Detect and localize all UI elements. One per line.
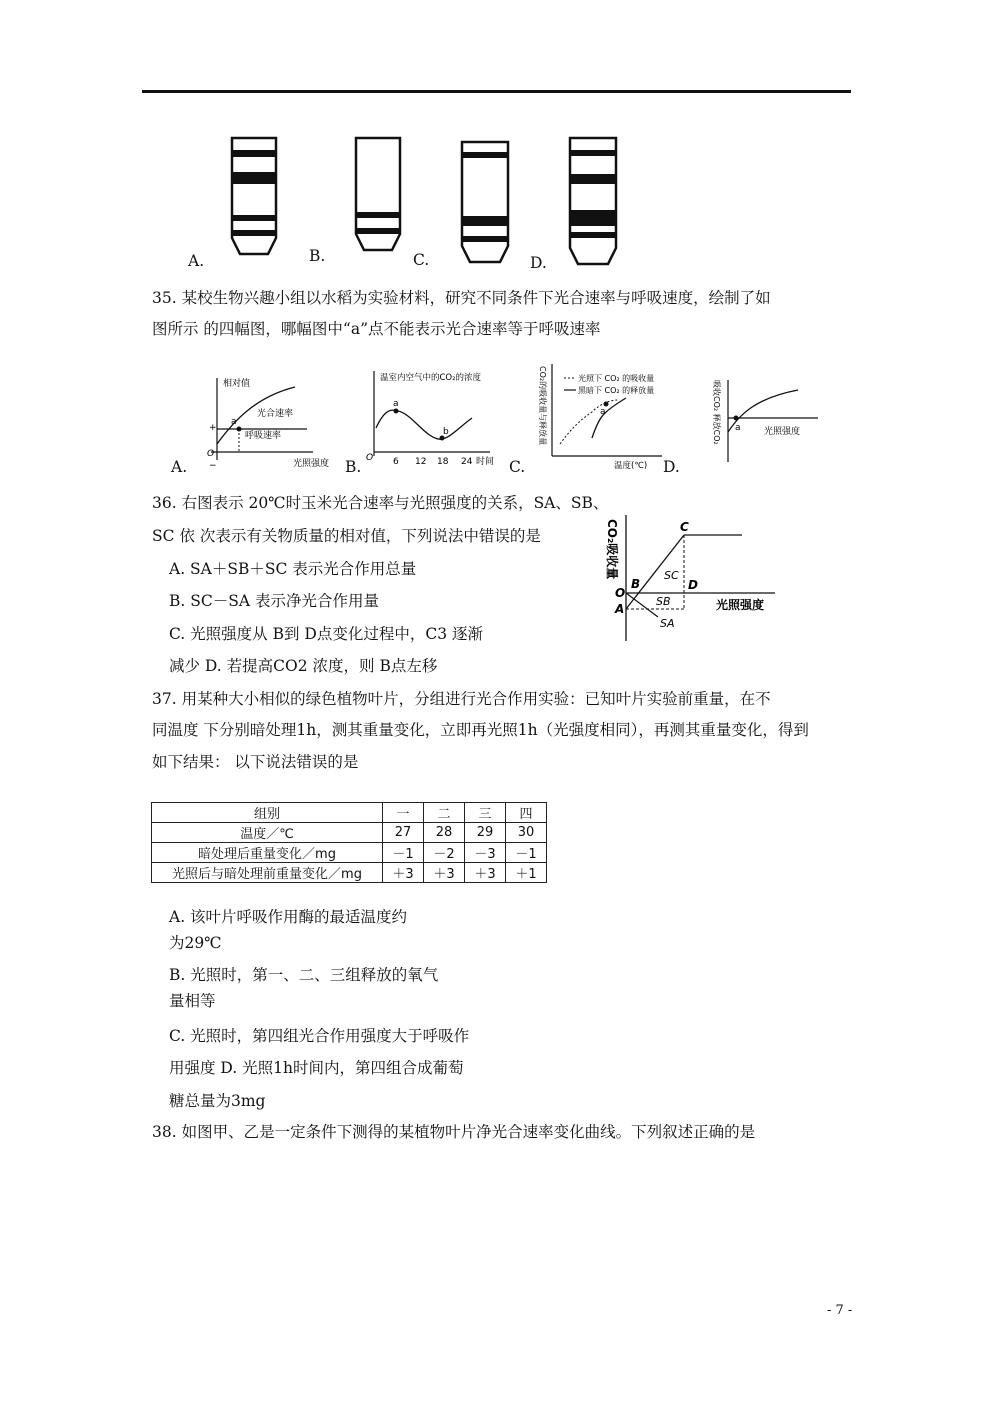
q35c-legend1: 光照下 CO₂ 的吸收量 [578, 374, 655, 383]
q35-graph-c [530, 360, 675, 472]
table-cell: 二 [424, 803, 465, 823]
table-cell: －2 [424, 843, 465, 863]
q37-line1: 37. 用某种大小相似的绿色植物叶片，分组进行光合作用实验：已知叶片实验前重量，在不 [152, 690, 771, 708]
tube-b [356, 138, 400, 250]
q36-option-c-cont: 减少 D. 若提高CO2 浓度，则 B点左移 [169, 657, 438, 675]
q35d-point: a [735, 423, 741, 433]
q35a-ylabel: 相对值 [223, 379, 251, 389]
q36-o: O [615, 586, 626, 600]
table-cell: －3 [465, 843, 506, 863]
q37-option-c: C. 光照时，第四组光合作用强度大于呼吸作 [169, 1027, 470, 1045]
q36-sb: SB [656, 595, 671, 608]
q37-option-b: B. 光照时，第一、二、三组释放的氧气 [169, 966, 439, 984]
q35c-xlabel: 温度(℃) [614, 461, 648, 471]
q35-label-d: D. [663, 458, 680, 476]
tube-c [462, 142, 508, 262]
table-cell: 三 [465, 803, 506, 823]
table-cell: ＋3 [465, 863, 506, 883]
q35d-xlabel: 光照强度 [764, 427, 801, 437]
tube-d [570, 138, 616, 264]
q35-line2: 图所示 的四幅图，哪幅图中“a”点不能表示光合速率等于呼吸速率 [152, 320, 601, 338]
q38-line1: 38. 如图甲、乙是一定条件下测得的某植物叶片净光合速率变化曲线。下列叙述正确的是 [152, 1123, 756, 1141]
q35b-point-a: a [393, 399, 399, 409]
table-row [152, 843, 547, 863]
table-cell: 29 [465, 823, 506, 843]
page-number: - 7 - [827, 1303, 853, 1318]
q35c-ylabel: CO₂的吸收量与释放量 [538, 366, 547, 446]
q35c-point: a [600, 407, 606, 417]
table-cell: ＋1 [506, 863, 547, 883]
top-rule [142, 90, 851, 93]
q36-option-b: B. SC－SA 表示净光合作用量 [169, 592, 379, 610]
q35-graph-b [362, 366, 507, 472]
table-cell: 一 [383, 803, 424, 823]
q36-graph [600, 505, 785, 645]
q35c-legend2: 黑暗下 CO₂ 的释放量 [578, 386, 655, 395]
q36-d: D [688, 578, 698, 592]
q37-option-b-cont: 量相等 [169, 992, 216, 1010]
q35a-origin: O [207, 449, 215, 459]
table-cell: 组别 [152, 803, 383, 823]
q35-label-b: B. [345, 458, 362, 476]
tube-label-c: C. [413, 251, 430, 269]
table-cell: ＋3 [383, 863, 424, 883]
table-cell: ＋3 [424, 863, 465, 883]
q36-option-c: C. 光照强度从 B到 D点变化过程中，C3 逐渐 [169, 625, 483, 643]
q35b-origin: O [366, 453, 374, 463]
q35-graph-d [708, 374, 828, 470]
table-cell: 30 [506, 823, 547, 843]
q35b-tick-6: 6 [393, 457, 399, 467]
tube-a [232, 138, 276, 254]
q35b-tick-18: 18 [437, 457, 449, 467]
q35a-series2: 呼吸速率 [245, 431, 282, 441]
q35-label-a: A. [171, 458, 188, 476]
q35a-minus: − [209, 461, 217, 471]
q36-line2: SC 依 次表示有关物质量的相对值，下列说法中错误的是 [152, 527, 541, 545]
tube-label-a: A. [188, 252, 205, 270]
table-cell: 28 [424, 823, 465, 843]
q35d-ylabel: 吸收CO₂ 释放CO₂ [712, 380, 721, 445]
table-cell: －1 [506, 843, 547, 863]
q37-line3: 如下结果： 以下说法错误的是 [152, 753, 359, 771]
q35-graph-a [195, 372, 330, 472]
q35a-point: a [231, 417, 237, 427]
q36-ylabel: CO₂吸收量 [605, 519, 619, 580]
q36-xlabel: 光照强度 [716, 598, 765, 612]
q36-c: C [680, 520, 689, 534]
q37-option-d-cont: 糖总量为3mg [169, 1092, 266, 1110]
table-cell: 光照后与暗处理前重量变化／mg [152, 863, 383, 883]
q35a-plus: + [209, 423, 217, 433]
table-cell: 暗处理后重量变化／mg [152, 843, 383, 863]
q35b-xlabel: 时间 [476, 457, 495, 467]
q37-option-a: A. 该叶片呼吸作用酶的最适温度约 [169, 908, 408, 926]
q35b-tick-12: 12 [415, 457, 427, 467]
q36-b: B [631, 577, 641, 591]
q36-sc: SC [664, 569, 679, 582]
q37-results-table [151, 802, 547, 883]
q35b-tick-24: 24 [461, 457, 473, 467]
q35b-point-b: b [443, 427, 449, 437]
table-row [152, 803, 547, 823]
tube-label-b: B. [309, 247, 326, 265]
q36-option-a: A. SA＋SB＋SC 表示光合作用总量 [169, 560, 417, 578]
table-cell: －1 [383, 843, 424, 863]
table-cell: 温度／℃ [152, 823, 383, 843]
table-cell: 四 [506, 803, 547, 823]
q37-line2: 同温度 下分别暗处理1h，测其重量变化，立即再光照1h（光强度相同），再测其重量变化，得到 [152, 721, 809, 739]
q36-line1: 36. 右图表示 20℃时玉米光合速率与光照强度的关系，SA、SB、 [152, 494, 609, 512]
table-row [152, 823, 547, 843]
q37-option-a-cont: 为29℃ [169, 934, 222, 952]
q35-line1: 35. 某校生物兴趣小组以水稻为实验材料，研究不同条件下光合速率与呼吸速度，绘制了如 [152, 289, 771, 307]
q35a-xlabel: 光照强度 [293, 459, 330, 469]
q36-sa: SA [660, 617, 675, 630]
q36-a: A [615, 602, 625, 616]
table-cell: 27 [383, 823, 424, 843]
q37-option-c-cont: 用强度 D. 光照1h时间内，第四组合成葡萄 [169, 1059, 464, 1077]
q35a-series1: 光合速率 [257, 409, 294, 419]
table-row [152, 863, 547, 883]
q35-label-c: C. [509, 458, 526, 476]
q35b-ylabel: 温室内空气中的CO₂的浓度 [380, 373, 482, 383]
tube-label-d: D. [530, 254, 547, 272]
tube-figures [170, 130, 630, 270]
